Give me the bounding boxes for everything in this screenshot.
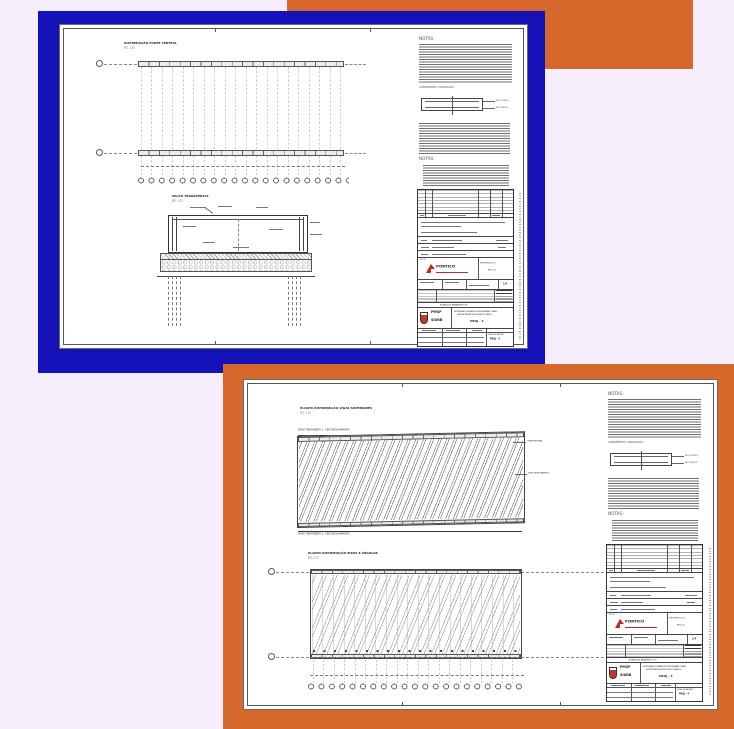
doc-number: PROJ/TRE-09.13 <box>669 616 685 619</box>
left-wall <box>172 217 177 251</box>
grid-line <box>486 329 487 347</box>
portico-logo-text: PORTICO <box>436 264 456 269</box>
org-line-1: SECRETARIA DE INFRAESTRUTURA URBANA E OBRAS <box>643 665 686 668</box>
apoio1-label: APOIO TRAVAMENTO 1 - VIDE DETALHAMENTO <box>298 428 350 432</box>
field-label <box>421 247 429 248</box>
cross-section-drawing <box>160 206 315 328</box>
cover-diagram <box>608 448 704 474</box>
callout-detalhamento: VIDE DETALHAMENTO <box>528 471 550 474</box>
city-crest-icon <box>609 667 617 679</box>
axis-bubble <box>96 60 103 67</box>
grid-line <box>691 545 692 568</box>
plan2-scale: ESC. 1:75 <box>308 556 319 559</box>
annotation-line <box>203 242 215 243</box>
description-line <box>421 232 477 233</box>
leader-line <box>483 101 495 102</box>
grid-line <box>640 663 641 683</box>
grid-line <box>621 545 622 568</box>
section-title: SEÇÃO TRANSVERSAL <box>172 194 209 198</box>
leader-line <box>483 108 495 109</box>
pile-dashed <box>288 276 293 326</box>
approval-date-rows <box>607 645 702 658</box>
grid-line <box>425 190 426 213</box>
field-row-trecho <box>418 251 513 258</box>
apoio2-label: APOIO TRAVAMENTO 2 - VIDE DETALHAMENTO <box>298 532 350 535</box>
lower-beam-field <box>310 569 522 659</box>
grid-line <box>621 569 622 572</box>
plan2-title: PLANTA DISTRIBUIÇÃO EIXOS E ÂNGULOS <box>308 551 378 555</box>
field-value <box>498 247 506 248</box>
grid-line <box>418 337 484 338</box>
axis-bubble-row <box>136 177 349 184</box>
cell-text <box>611 685 625 686</box>
fold-tick <box>560 383 561 387</box>
field-row-local <box>607 592 702 599</box>
portico-logo-text: PORTICO <box>625 619 645 624</box>
plan-scale: ESC. 1:50 <box>124 46 135 49</box>
plan-header-text: PLANTA DE ARMAMENTO Nº <box>440 303 468 306</box>
sig-cell-text <box>609 637 623 638</box>
field-label <box>610 602 618 603</box>
plan-header-text: PLANTA DE ARMAMENTO Nº <box>629 658 657 661</box>
grid-line <box>432 190 433 213</box>
grid-line <box>607 692 673 693</box>
axis-extension-lines <box>313 660 519 683</box>
revision-grid <box>418 190 513 214</box>
fold-tick <box>215 341 216 345</box>
notes-heading: NOTAS: <box>608 391 624 397</box>
org-abbr-siurb: SIURB <box>431 317 443 322</box>
leader-line <box>513 442 526 443</box>
leader-line <box>205 207 214 214</box>
grid-line <box>683 645 684 657</box>
grid-line <box>502 190 503 213</box>
angle-labels-row <box>313 650 519 652</box>
notes-text-block <box>419 123 510 155</box>
org-abbr-siurb: SIURB <box>620 672 632 677</box>
annotation-line <box>183 226 196 227</box>
revision-grid <box>607 545 702 569</box>
field-value <box>621 595 651 596</box>
rebar-bottom-label: ARM. INFERIOR <box>496 106 509 109</box>
right-wall <box>299 217 304 251</box>
grid-line <box>451 308 452 328</box>
rebar-top-label: ARM. SUPERIOR <box>685 454 698 457</box>
fold-tick <box>215 28 216 32</box>
field-value <box>685 595 697 596</box>
field-row-obra <box>418 244 513 251</box>
grid-line <box>614 545 615 568</box>
cell-text <box>472 330 482 331</box>
notes-heading: NOTAS: <box>419 36 435 42</box>
grid-line <box>625 645 626 657</box>
sig-cell-text <box>634 637 648 638</box>
drawing-sheet-blue[interactable] <box>38 11 545 373</box>
grid-line <box>478 214 479 217</box>
approval-date-rows <box>418 290 513 303</box>
archive-label: SEÇÃO DE ARQUIVO <box>488 333 505 336</box>
signature-grid <box>607 635 702 645</box>
leader-line <box>515 474 527 475</box>
logo-red-tagline <box>625 627 657 628</box>
project-code: PROJ - 4 <box>470 319 484 323</box>
notes-text-block <box>423 165 509 186</box>
grid-line <box>679 545 680 568</box>
field-value <box>432 240 462 241</box>
margin-micro-text <box>709 548 711 696</box>
grid-line <box>498 280 499 289</box>
leader-line <box>672 463 684 464</box>
header-cell-text <box>420 215 424 216</box>
edge-beam-top <box>311 570 521 574</box>
margin-micro-text <box>519 193 521 341</box>
grid-line <box>691 569 692 572</box>
doc-revision: REV. 00 <box>488 268 496 271</box>
description-line <box>421 222 505 223</box>
annotation-line <box>269 229 283 230</box>
sheet-number: 1/4 <box>692 637 697 640</box>
axis-bubble <box>268 653 275 660</box>
sig-cell-text <box>658 640 678 641</box>
header-cell-text <box>681 570 689 571</box>
org-line-1: SECRETARIA DE INFRAESTRUTURA URBANA E OBRAS <box>454 310 497 313</box>
cell-text <box>446 330 460 331</box>
project-code: PROJ - 4 <box>659 674 673 678</box>
axis-centerline <box>345 153 366 154</box>
doc-revision: REV. 00 <box>677 623 685 626</box>
field-row-local <box>418 237 513 244</box>
grid-line <box>432 214 433 217</box>
organization-row <box>607 663 702 684</box>
center-mark <box>641 451 642 470</box>
sheet-blue-paper <box>59 24 528 349</box>
cell-text <box>635 685 649 686</box>
grid-line <box>667 613 668 634</box>
grid-line <box>490 190 491 213</box>
archive-code: PROJ - 4 <box>490 337 501 340</box>
field-row-obra <box>607 599 702 606</box>
top-beam <box>138 61 344 67</box>
archive-grid <box>418 329 513 347</box>
notes-heading-2: NOTAS: <box>419 156 435 162</box>
dimension-line <box>141 166 345 167</box>
sheet-number: 1/4 <box>503 282 508 285</box>
plan1-title: PLANTA DISTRIBUIÇÃO VIGAS SUPERIORES <box>300 406 373 410</box>
grid-line <box>442 280 443 289</box>
beam-grid-dashed-lines <box>141 67 343 150</box>
cover-heading: COBRIMENTO ARMADURA: <box>608 440 644 444</box>
sig-cell-text <box>445 282 459 283</box>
grid-line <box>478 190 479 213</box>
grid-line <box>607 697 673 698</box>
cell-text <box>661 685 671 686</box>
sig-cell-text <box>420 282 434 283</box>
grid-line <box>631 635 632 644</box>
org-line-2: SUPERINTENDÊNCIA DE PROJETOS VIÁRIOS <box>646 668 682 671</box>
doc-number: PROJ/TRE-09.13 <box>480 261 496 264</box>
annotation-line <box>218 206 232 207</box>
description-line <box>421 226 461 227</box>
box-section <box>168 215 308 253</box>
org-abbr-pmsp: PMSP <box>431 310 442 315</box>
fold-tick <box>370 28 371 32</box>
dimension-line <box>310 675 524 676</box>
org-abbr-pmsp: PMSP <box>620 665 631 670</box>
date-values <box>496 290 512 302</box>
field-label <box>610 595 616 596</box>
annotation-line <box>310 234 322 235</box>
notes-text-block <box>612 520 698 541</box>
plan1-scale: ESC. 1:50 <box>300 411 311 414</box>
author-label: AUTOR <box>420 258 426 261</box>
organization-row <box>418 308 513 329</box>
notes-heading-2: NOTAS: <box>608 511 624 517</box>
beam-outline <box>421 98 483 111</box>
grid-line <box>675 684 676 702</box>
title-block <box>417 189 514 347</box>
gravel-layer <box>160 260 312 272</box>
fold-tick <box>402 702 403 706</box>
fold-tick <box>560 702 561 706</box>
field-value <box>496 240 508 241</box>
field-value <box>432 247 454 248</box>
drawing-sheet-orange[interactable] <box>223 364 734 729</box>
diagonal-beams <box>299 437 523 522</box>
grid-line <box>478 258 479 279</box>
portico-logo-icon <box>615 619 624 628</box>
author-logo-row <box>418 258 513 280</box>
grid-line <box>614 569 615 572</box>
archive-label: SEÇÃO DE ARQUIVO <box>677 688 694 691</box>
notes-text-block <box>608 478 699 510</box>
notes-text-block <box>608 399 701 439</box>
portico-logo-icon <box>426 264 435 273</box>
annotation-line <box>310 222 320 223</box>
rebar-top-label: ARM. SUPERIOR <box>496 99 509 102</box>
grid-line <box>466 280 467 289</box>
axis-bubble <box>268 568 275 575</box>
field-label <box>421 240 427 241</box>
description-line <box>610 577 694 578</box>
archive-grid <box>607 684 702 702</box>
header-cell-text <box>637 570 655 571</box>
center-mark <box>452 96 453 115</box>
header-cell-text <box>609 570 613 571</box>
org-line-2: SUPERINTENDÊNCIA DE PROJETOS VIÁRIOS <box>457 313 493 316</box>
sig-cell-text <box>469 285 489 286</box>
annotation-line <box>233 247 249 248</box>
grid-line <box>418 342 484 343</box>
field-value <box>687 602 695 603</box>
field-value <box>621 609 655 610</box>
header-cell-text <box>492 215 500 216</box>
pile-dashed <box>176 276 181 326</box>
signature-grid <box>418 280 513 290</box>
fold-tick <box>370 341 371 345</box>
axis-centerline <box>345 64 366 65</box>
axis-centerline <box>104 153 137 154</box>
section-scale: ESC. 1:25 <box>172 199 183 202</box>
grid-line <box>667 569 668 572</box>
grid-line <box>655 635 656 644</box>
description-line <box>610 587 666 588</box>
title-block <box>606 544 703 702</box>
apoio2-line <box>298 531 522 532</box>
grid-line <box>490 214 491 217</box>
field-value <box>432 254 466 255</box>
beam-outline <box>610 453 672 466</box>
cell-text <box>422 330 436 331</box>
lean-concrete-hatch <box>160 253 312 260</box>
author-logo-row <box>607 613 702 635</box>
object-description-row <box>418 218 513 237</box>
archive-code: PROJ - 4 <box>679 692 690 695</box>
pile-dashed <box>168 276 173 326</box>
notes-text-block <box>419 44 512 84</box>
grid-line <box>436 290 437 302</box>
axis-bubble-row <box>306 683 524 690</box>
bottom-beam <box>138 150 344 156</box>
rebar-bottom-label: ARM. INFERIOR <box>685 461 698 464</box>
city-crest-icon <box>420 312 428 324</box>
header-cell-text <box>448 215 466 216</box>
field-label <box>610 609 617 610</box>
grid-line <box>502 214 503 217</box>
pile-dashed <box>296 276 301 326</box>
description-line <box>610 581 650 582</box>
field-row-trecho <box>607 606 702 613</box>
cover-diagram <box>419 93 515 119</box>
logo-red-tagline <box>436 272 468 273</box>
fold-tick <box>402 383 403 387</box>
grid-line <box>667 545 668 568</box>
axis-bubble <box>96 149 103 156</box>
author-label: AUTOR <box>609 613 615 616</box>
annotation-line <box>256 207 268 208</box>
object-description-row <box>607 573 702 592</box>
grid-line <box>679 569 680 572</box>
field-value <box>621 602 643 603</box>
grid-line <box>687 635 688 644</box>
axis-centerline <box>104 64 137 65</box>
callout-transversina: TRANSVERSINA <box>527 439 543 442</box>
grid-line <box>494 290 495 302</box>
sheet-orange-paper <box>243 379 718 710</box>
grid-line <box>425 214 426 217</box>
date-values <box>685 645 701 657</box>
cover-heading: COBRIMENTO ARMADURA: <box>419 85 455 89</box>
field-label <box>421 254 428 255</box>
plan-title: DISTRIBUIÇÃO PONTE CENTRAL <box>124 41 177 45</box>
diagonal-axes-hatch <box>312 575 520 655</box>
leader-line <box>672 456 684 457</box>
